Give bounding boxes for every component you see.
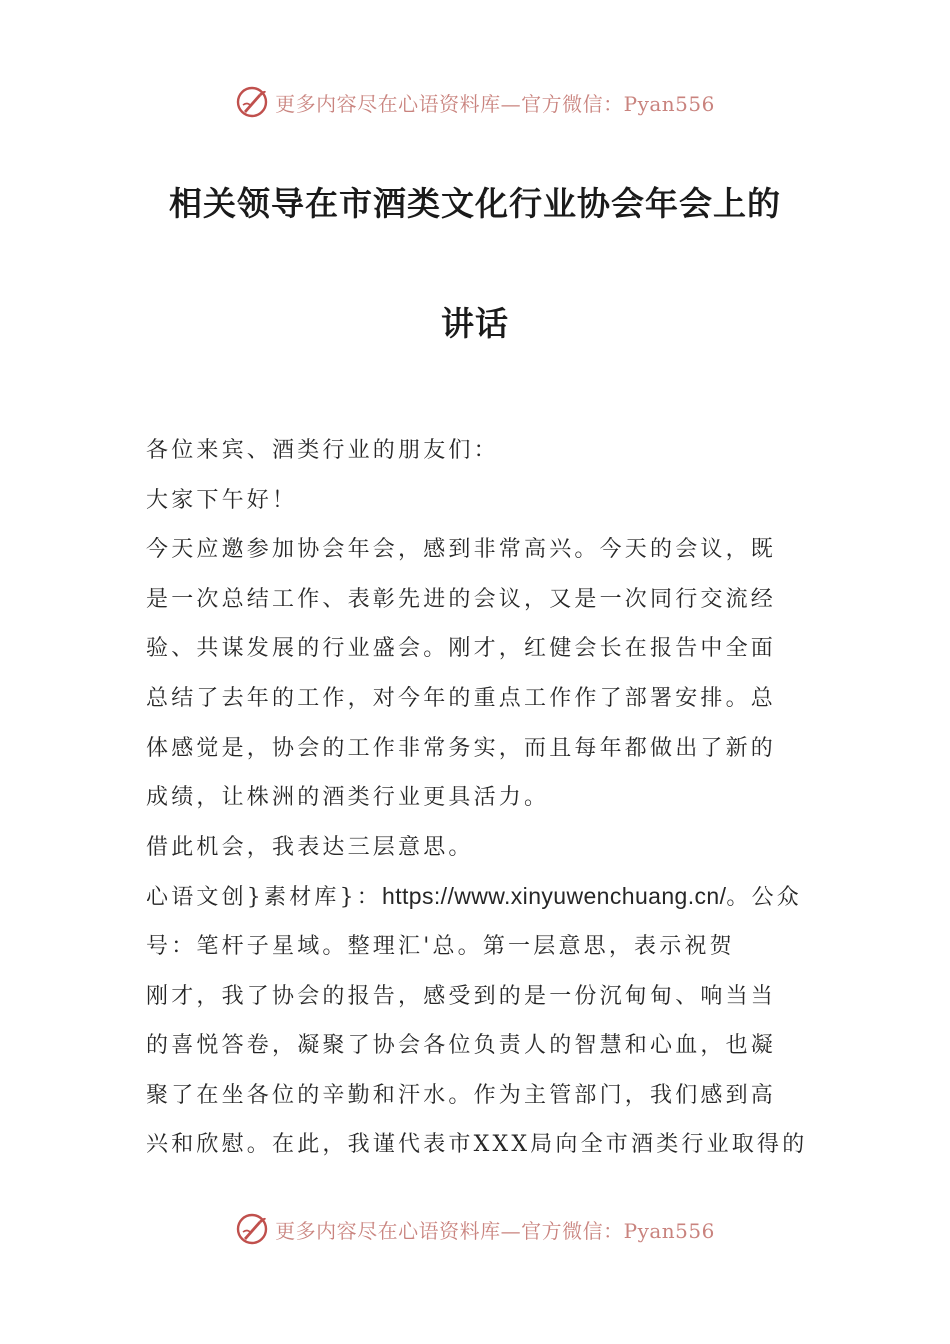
- body-line: 刚才，我了协会的报告，感受到的是一份沉甸甸、响当当: [146, 983, 777, 1009]
- body-line: 借此机会，我表达三层意思。: [146, 834, 474, 860]
- body-line: 大家下午好！: [146, 487, 298, 513]
- body-line: 兴和欣慰。在此，我谨代表市XXX局向全市酒类行业取得的: [146, 1132, 808, 1158]
- source-prefix: 心语文创}素材库}：: [146, 885, 382, 911]
- body-line: 号：笔杆子星域。整理汇'总。第一层意思，表示祝贺: [146, 933, 735, 959]
- source-suffix: 。公众: [726, 885, 803, 911]
- body-line: 验、共谋发展的行业盛会。刚才，红健会长在报告中全面: [146, 636, 777, 662]
- quill-logo-icon: [235, 85, 269, 119]
- body-line: 今天应邀参加协会年会，感到非常高兴。今天的会议，既: [146, 537, 777, 563]
- body-line: 的喜悦答卷，凝聚了协会各位负责人的智慧和心血，也凝: [146, 1033, 777, 1059]
- source-url-link[interactable]: https://www.xinyuwenchuang.cn/: [382, 883, 727, 910]
- footer-banner: [0, 1209, 950, 1249]
- body-line: 总结了去年的工作，对今年的重点工作作了部署安排。总: [146, 685, 777, 711]
- body-line: 成绩，让株洲的酒类行业更具活力。: [146, 785, 550, 811]
- body-line: 聚了在坐各位的辛勤和汗水。作为主管部门，我们感到高: [146, 1082, 777, 1108]
- quill-logo-icon: [235, 1212, 269, 1246]
- document-title-line-1: 相关领导在市酒类文化行业协会年会上的: [169, 184, 781, 223]
- source-line: [146, 872, 806, 922]
- document-body: [146, 426, 806, 1170]
- body-line: 是一次总结工作、表彰先进的会议，又是一次同行交流经: [146, 586, 777, 612]
- document-title-line-2: 讲话: [441, 304, 509, 343]
- footer-banner-text: 更多内容尽在心语资料库—官方微信：Pyan556: [275, 1218, 715, 1243]
- header-banner: [0, 82, 950, 122]
- header-banner-text: 更多内容尽在心语资料库—官方微信：Pyan556: [275, 91, 715, 116]
- body-line: 体感觉是，协会的工作非常务实，而且每年都做出了新的: [146, 735, 777, 761]
- body-line: 各位来宾、酒类行业的朋友们：: [146, 438, 499, 463]
